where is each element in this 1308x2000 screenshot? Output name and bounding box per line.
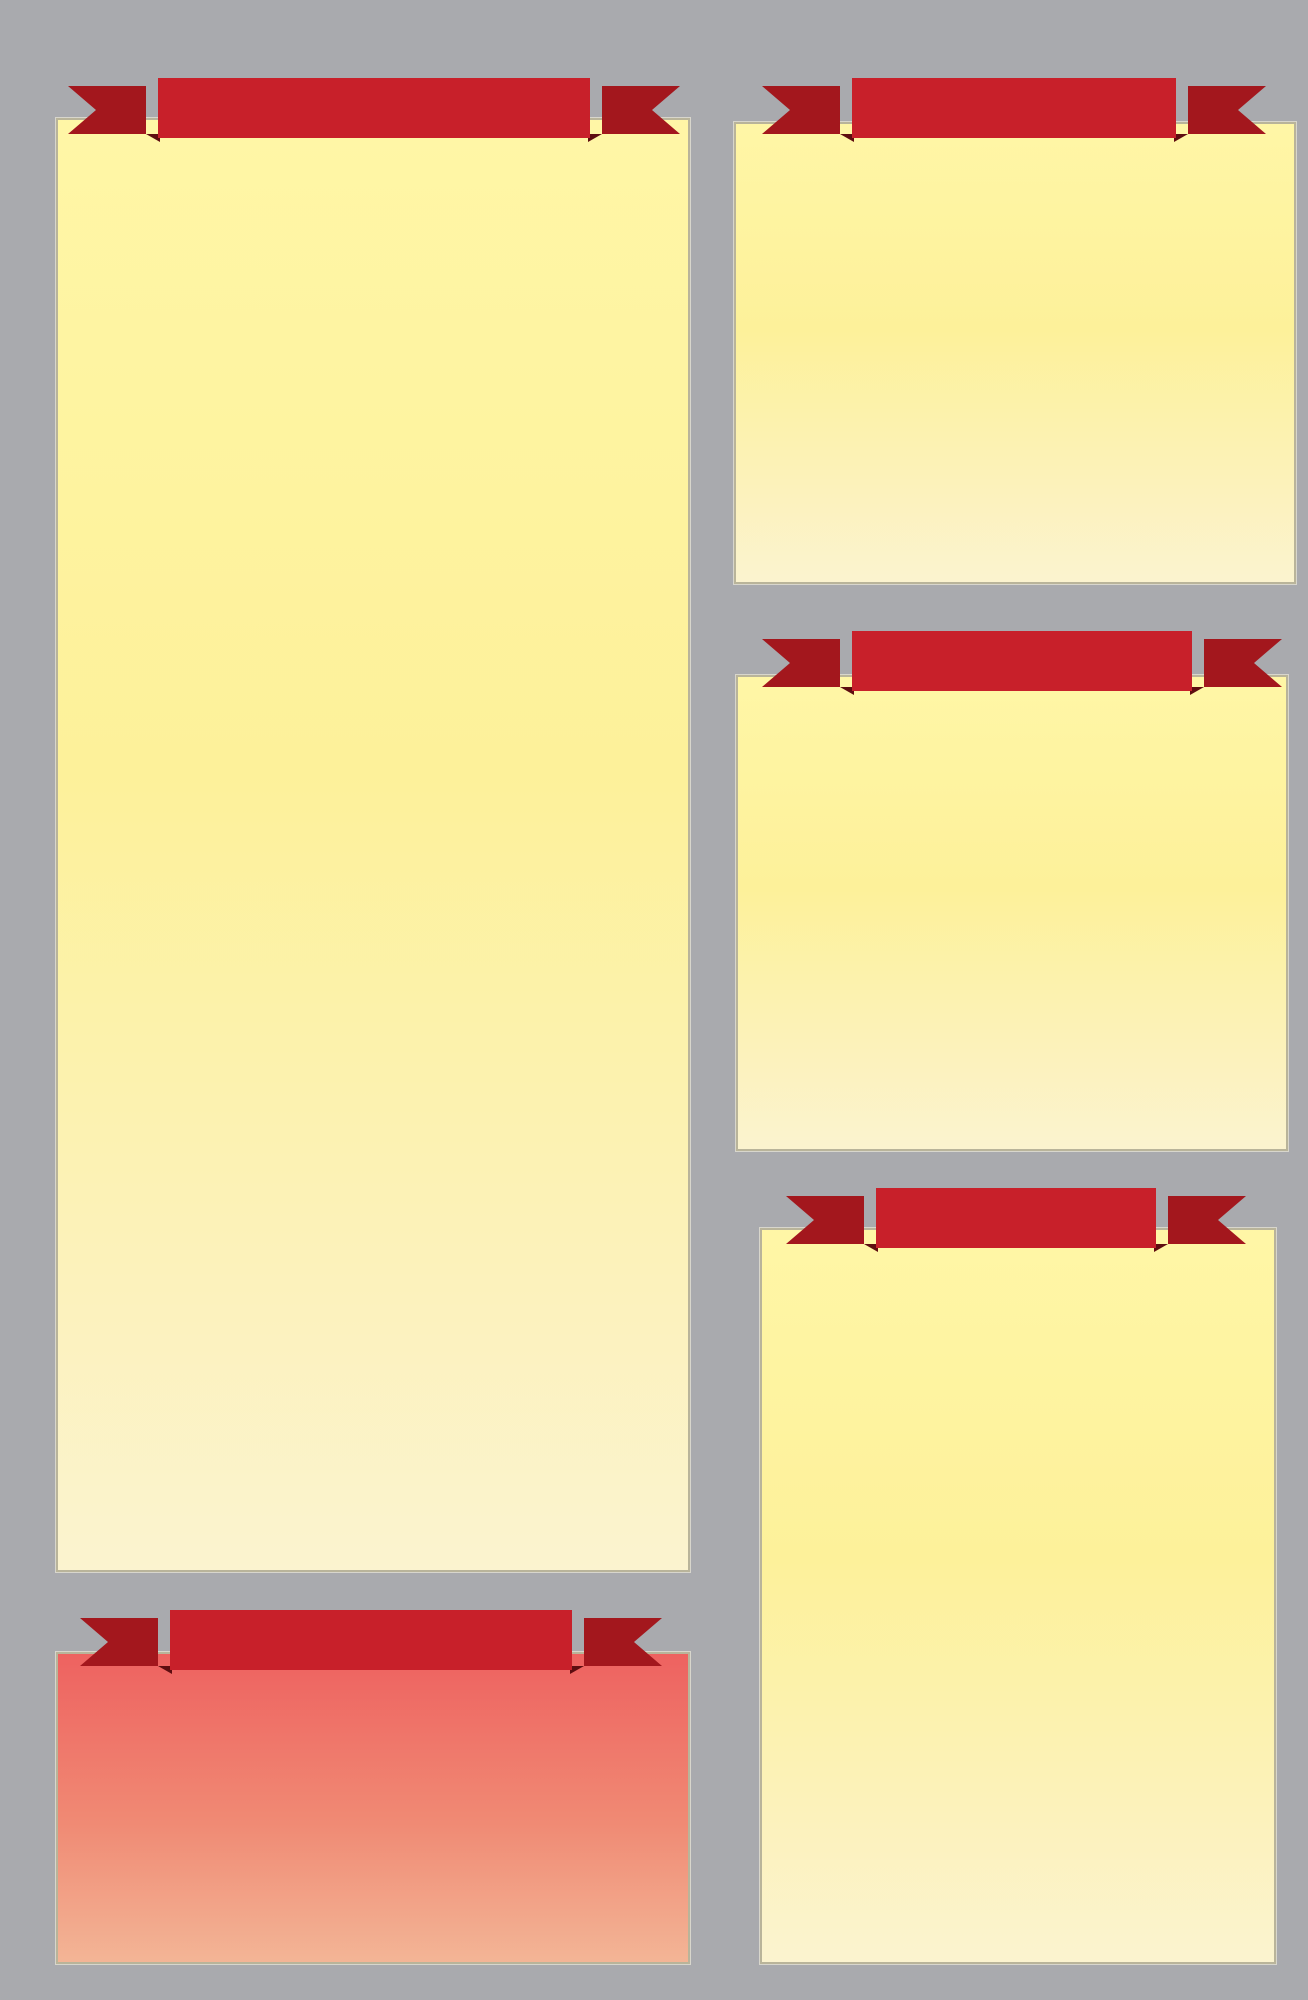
wraps-panel [734,122,1296,584]
ribbon-icon [762,78,1266,142]
grinders-banner [68,78,680,142]
ribbon-icon [68,78,680,142]
ribbon-icon [762,631,1282,695]
salads-banner [786,1188,1246,1252]
ribbon-icon [80,1610,662,1674]
ribbon-icon [786,1188,1246,1252]
italian-panel [736,675,1288,1151]
wraps-banner [762,78,1266,142]
italian-banner [762,631,1282,695]
calzones-banner [80,1610,662,1674]
grinders-panel [56,118,690,1572]
salads-panel [760,1228,1276,1964]
calzones-panel [56,1652,690,1964]
